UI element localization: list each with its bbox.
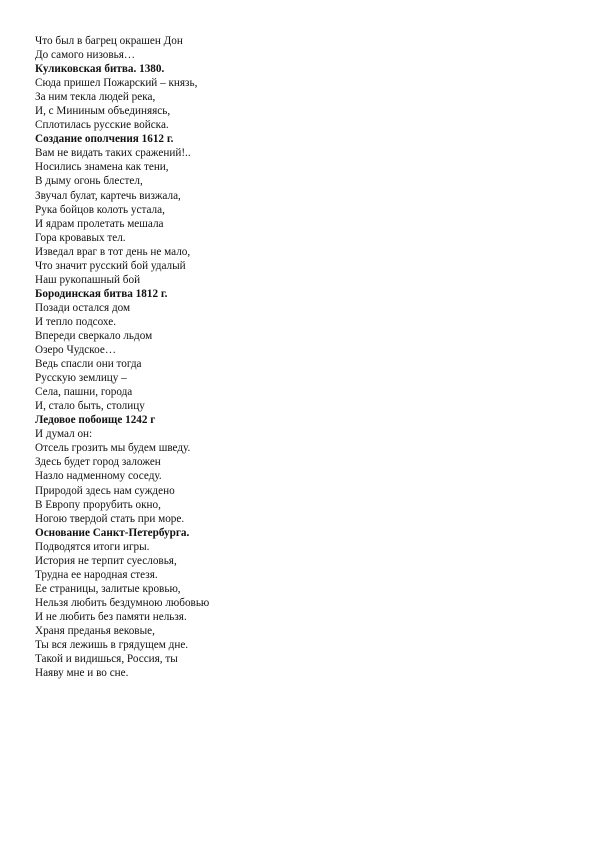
poem-line: В Европу прорубить окно,	[35, 498, 161, 511]
poem-line: Сюда пришел Пожарский – князь,	[35, 77, 198, 90]
poem-line: Русскую землицу –	[35, 372, 127, 385]
poem-line: И, с Мининым объединяясь,	[35, 105, 171, 118]
poem-line: История не терпит суесловья,	[35, 554, 177, 567]
poem-line: И, стало быть, столицу	[35, 400, 145, 413]
poem-line: Гора кровавых тел.	[35, 231, 126, 244]
poem-line: Наяву мне и во сне.	[35, 667, 129, 680]
poem-line: Носились знамена как тени,	[35, 161, 169, 174]
poem-line: Храня преданья вековые,	[35, 624, 155, 637]
poem-line: Ногою твердой стать при море.	[35, 512, 185, 525]
poem-line: Трудна ее народная стезя.	[35, 568, 158, 581]
poem-line: Что был в багрец окрашен Дон	[35, 35, 183, 47]
poem-line: Отсель грозить мы будем шведу.	[35, 442, 191, 455]
poem-line: И не любить без памяти нельзя.	[35, 610, 187, 623]
poem-line: Озеро Чудское…	[35, 344, 117, 357]
section-heading-line: Куликовская битва. 1380.	[35, 63, 165, 76]
poem-line: До самого низовья…	[35, 49, 136, 62]
poem-line: Нельзя любить бездумною любовью	[35, 596, 210, 609]
poem-line: Назло надменному соседу.	[35, 470, 162, 483]
poem-line: И тепло подсохе.	[35, 315, 116, 328]
poem-line: Природой здесь нам суждено	[35, 484, 175, 497]
poem-line: Здесь будет город заложен	[35, 456, 161, 469]
poem-text-block	[35, 34, 555, 680]
poem-line: За ним текла людей река,	[35, 91, 156, 104]
poem-line: Позади остался дом	[35, 301, 131, 314]
poem-line: Рука бойцов колоть устала,	[35, 203, 165, 216]
poem-line: Впереди сверкало льдом	[35, 329, 153, 342]
poem-line: Наш рукопашный бой	[35, 273, 141, 286]
poem-line: Ты вся лежишь в грядущем дне.	[35, 639, 189, 652]
poem-line: Села, пашни, города	[35, 386, 133, 399]
poem-line: Вам не видать таких сражений!..	[35, 147, 191, 160]
poem-line: Ведь спасли они тогда	[35, 358, 142, 371]
poem-line: Ее страницы, залитые кровью,	[35, 582, 181, 595]
poem-line: И думал он:	[35, 428, 93, 441]
poem-line: В дыму огонь блестел,	[35, 175, 143, 188]
section-heading-line: Бородинская битва 1812 г.	[35, 287, 168, 300]
poem-line: Подводятся итоги игры.	[35, 540, 150, 553]
poem-line: И ядрам пролетать мешала	[35, 217, 164, 230]
poem-line: Такой и видишься, Россия, ты	[35, 653, 178, 666]
poem-line: Сплотилась русские войска.	[35, 119, 169, 132]
section-heading-line: Создание ополчения 1612 г.	[35, 133, 174, 146]
poem-line: Что значит русский бой удалый	[35, 259, 186, 272]
poem-line: Изведал враг в тот день не мало,	[35, 245, 191, 258]
poem-line: Звучал булат, картечь визжала,	[35, 189, 181, 202]
section-heading-line: Ледовое побоище 1242 г	[35, 414, 156, 427]
section-heading-line: Основание Санкт-Петербурга.	[35, 526, 190, 539]
